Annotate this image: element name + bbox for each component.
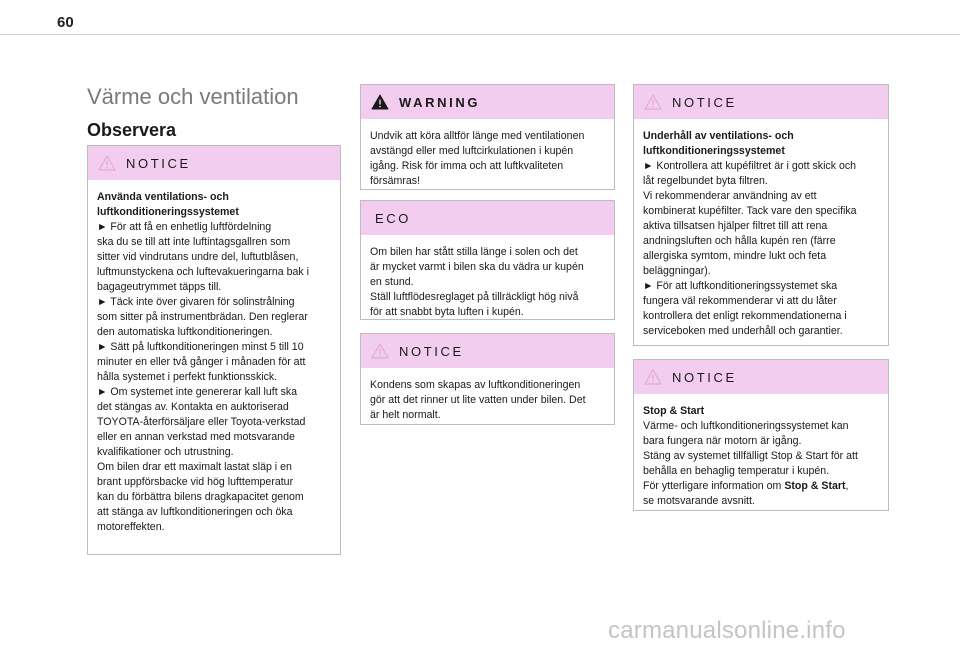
text-line: hålla systemet i perfekt funktionsskick. bbox=[97, 371, 278, 383]
notice-box-stop-start bbox=[633, 359, 889, 511]
text-line: ► Sätt på luftkonditioneringen minst 5 till 10 bbox=[97, 341, 304, 353]
warning-triangle-outline-icon bbox=[644, 94, 662, 110]
text-line: den automatiska luftkonditioneringen. bbox=[97, 326, 273, 338]
warning-box-recirculation bbox=[360, 84, 615, 190]
text-line: ► Kontrollera att kupéfiltret är i gott skick och bbox=[643, 160, 857, 172]
text-line: allergiska symtom, mindre lukt och feta bbox=[643, 250, 827, 262]
text-line: fungera väl rekommenderar vi att du låter bbox=[643, 295, 837, 307]
eco-body bbox=[361, 235, 614, 328]
text-line: att stänga av luftkonditioneringen och öka bbox=[97, 506, 293, 518]
text-line: en stund. bbox=[370, 276, 414, 288]
eco-box-header bbox=[361, 201, 614, 235]
text-line: serviceboken med underhåll och garantier. bbox=[643, 325, 843, 337]
text-line: luftmunstyckena och luftevakueringarna bak i bbox=[97, 266, 309, 278]
text-line: för att snabbt byta luften i kupén. bbox=[370, 306, 524, 318]
page-title: Värme och ventilation bbox=[87, 84, 299, 109]
text-line: Kondens som skapas av luftkonditioneringen bbox=[370, 379, 581, 391]
notice-body bbox=[634, 394, 888, 517]
notice-box-ventilation bbox=[87, 145, 341, 555]
notice-box-condensation bbox=[360, 333, 615, 425]
text-line: Om bilen har stått stilla länge i solen och det bbox=[370, 246, 578, 258]
notice-box-header bbox=[361, 334, 614, 368]
text-line: ► För att få en enhetlig luftfördelning bbox=[97, 221, 272, 233]
text-line: Underhåll av ventilations- och bbox=[643, 130, 794, 142]
page-number: 60 bbox=[57, 14, 74, 31]
text-line: se motsvarande avsnitt. bbox=[643, 495, 755, 507]
text-line: är helt normalt. bbox=[370, 409, 441, 421]
text-line: Vi rekommenderar användning av ett bbox=[643, 190, 817, 202]
text-line: Använda ventilations- och bbox=[97, 191, 229, 203]
text-line: det stängas av. Kontakta en auktoriserad bbox=[97, 401, 289, 413]
text-span-bold: Stop & Start bbox=[784, 480, 846, 492]
warning-box-header bbox=[361, 85, 614, 119]
warning-triangle-filled-icon bbox=[371, 94, 389, 110]
text-line: motoreffekten. bbox=[97, 521, 165, 533]
text-line: luftkonditioneringssystemet bbox=[643, 145, 785, 157]
text-line: bagageutrymmet täpps till. bbox=[97, 281, 222, 293]
text-line: är mycket varmt i bilen ska du vädra ur kupén bbox=[370, 261, 584, 273]
notice-label: NOTICE bbox=[672, 94, 737, 110]
text-line: Stäng av systemet tillfälligt Stop & Start för att bbox=[643, 450, 858, 462]
text-line: igång. Risk för imma och att luftkvaliteten bbox=[370, 160, 564, 172]
text-line: kombinerat kupéfilter. Tack vare den specifika bbox=[643, 205, 857, 217]
text-line: aktiva tillsatsen hjälper filtret till att rena bbox=[643, 220, 828, 232]
text-line: Stop & Start bbox=[643, 405, 705, 417]
text-line: ska du se till att inte luftintagsgallren som bbox=[97, 236, 291, 248]
section-subtitle: Observera bbox=[87, 120, 177, 140]
text-line: minuter en eller två gånger i månaden för att bbox=[97, 356, 306, 368]
text-line: sitter vid vindrutans undre del, luftutblåsen, bbox=[97, 251, 299, 263]
text-line: ► Täck inte över givaren för solinstrålning bbox=[97, 296, 295, 308]
warning-triangle-outline-icon bbox=[644, 369, 662, 385]
eco-box bbox=[360, 200, 615, 320]
text-line: Undvik att köra alltför länge med ventilationen bbox=[370, 130, 585, 142]
eco-label: ECO bbox=[375, 210, 411, 226]
text-line: kan du förbättra bilens dragkapacitet genom bbox=[97, 491, 304, 503]
notice-label: NOTICE bbox=[126, 155, 191, 171]
notice-body bbox=[88, 180, 340, 543]
notice-body bbox=[634, 119, 888, 347]
text-line bbox=[643, 479, 880, 494]
text-line: behålla en behaglig temperatur i kupén. bbox=[643, 465, 830, 477]
warning-body bbox=[361, 119, 614, 197]
text-line: gör att det rinner ut lite vatten under bilen. Det bbox=[370, 394, 586, 406]
text-line: kontrollera det enligt rekommendationerna i bbox=[643, 310, 847, 322]
notice-box-header bbox=[88, 146, 340, 180]
text-line: Värme- och luftkonditioneringssystemet kan bbox=[643, 420, 849, 432]
text-line: Ställ luftflödesreglaget på tillräckligt hög nivå bbox=[370, 291, 579, 303]
text-line: ► Om systemet inte genererar kall luft ska bbox=[97, 386, 298, 398]
text-line: beläggningar). bbox=[643, 265, 711, 277]
text-line: eller en annan verkstad med motsvarande bbox=[97, 431, 295, 443]
top-rule bbox=[0, 34, 960, 35]
notice-label: NOTICE bbox=[399, 343, 464, 359]
text-line: andningsluften och hålla kupén ren (färre bbox=[643, 235, 836, 247]
warning-triangle-outline-icon bbox=[98, 155, 116, 171]
text-line: bara fungera när motorn är igång. bbox=[643, 435, 802, 447]
text-line: som sitter på instrumentbrädan. Den reglerar bbox=[97, 311, 308, 323]
text-line: avstängd eller med luftcirkulationen i kupén bbox=[370, 145, 574, 157]
notice-box-header bbox=[634, 360, 888, 394]
warning-label: WARNING bbox=[399, 94, 481, 110]
warning-triangle-outline-icon bbox=[371, 343, 389, 359]
text-line: brant uppförsbacke vid hög lufttemperatur bbox=[97, 476, 294, 488]
notice-body bbox=[361, 368, 614, 431]
text-line: ► För att luftkonditioneringssystemet ska bbox=[643, 280, 838, 292]
notice-box-maintenance bbox=[633, 84, 889, 346]
text-line: försämras! bbox=[370, 175, 421, 187]
text-line: låt regelbundet byta filtren. bbox=[643, 175, 768, 187]
watermark: carmanualsonline.info bbox=[608, 617, 846, 644]
text-line: kvalifikationer och utrustning. bbox=[97, 446, 234, 458]
text-line: luftkonditioneringssystemet bbox=[97, 206, 239, 218]
text-span: För ytterligare information om bbox=[643, 480, 785, 492]
text-line: Om bilen drar ett maximalt lastat släp i en bbox=[97, 461, 292, 473]
notice-label: NOTICE bbox=[672, 369, 737, 385]
notice-box-header bbox=[634, 85, 888, 119]
text-span: , bbox=[845, 480, 849, 492]
text-line: TOYOTA-återförsäljare eller Toyota-verkstad bbox=[97, 416, 306, 428]
